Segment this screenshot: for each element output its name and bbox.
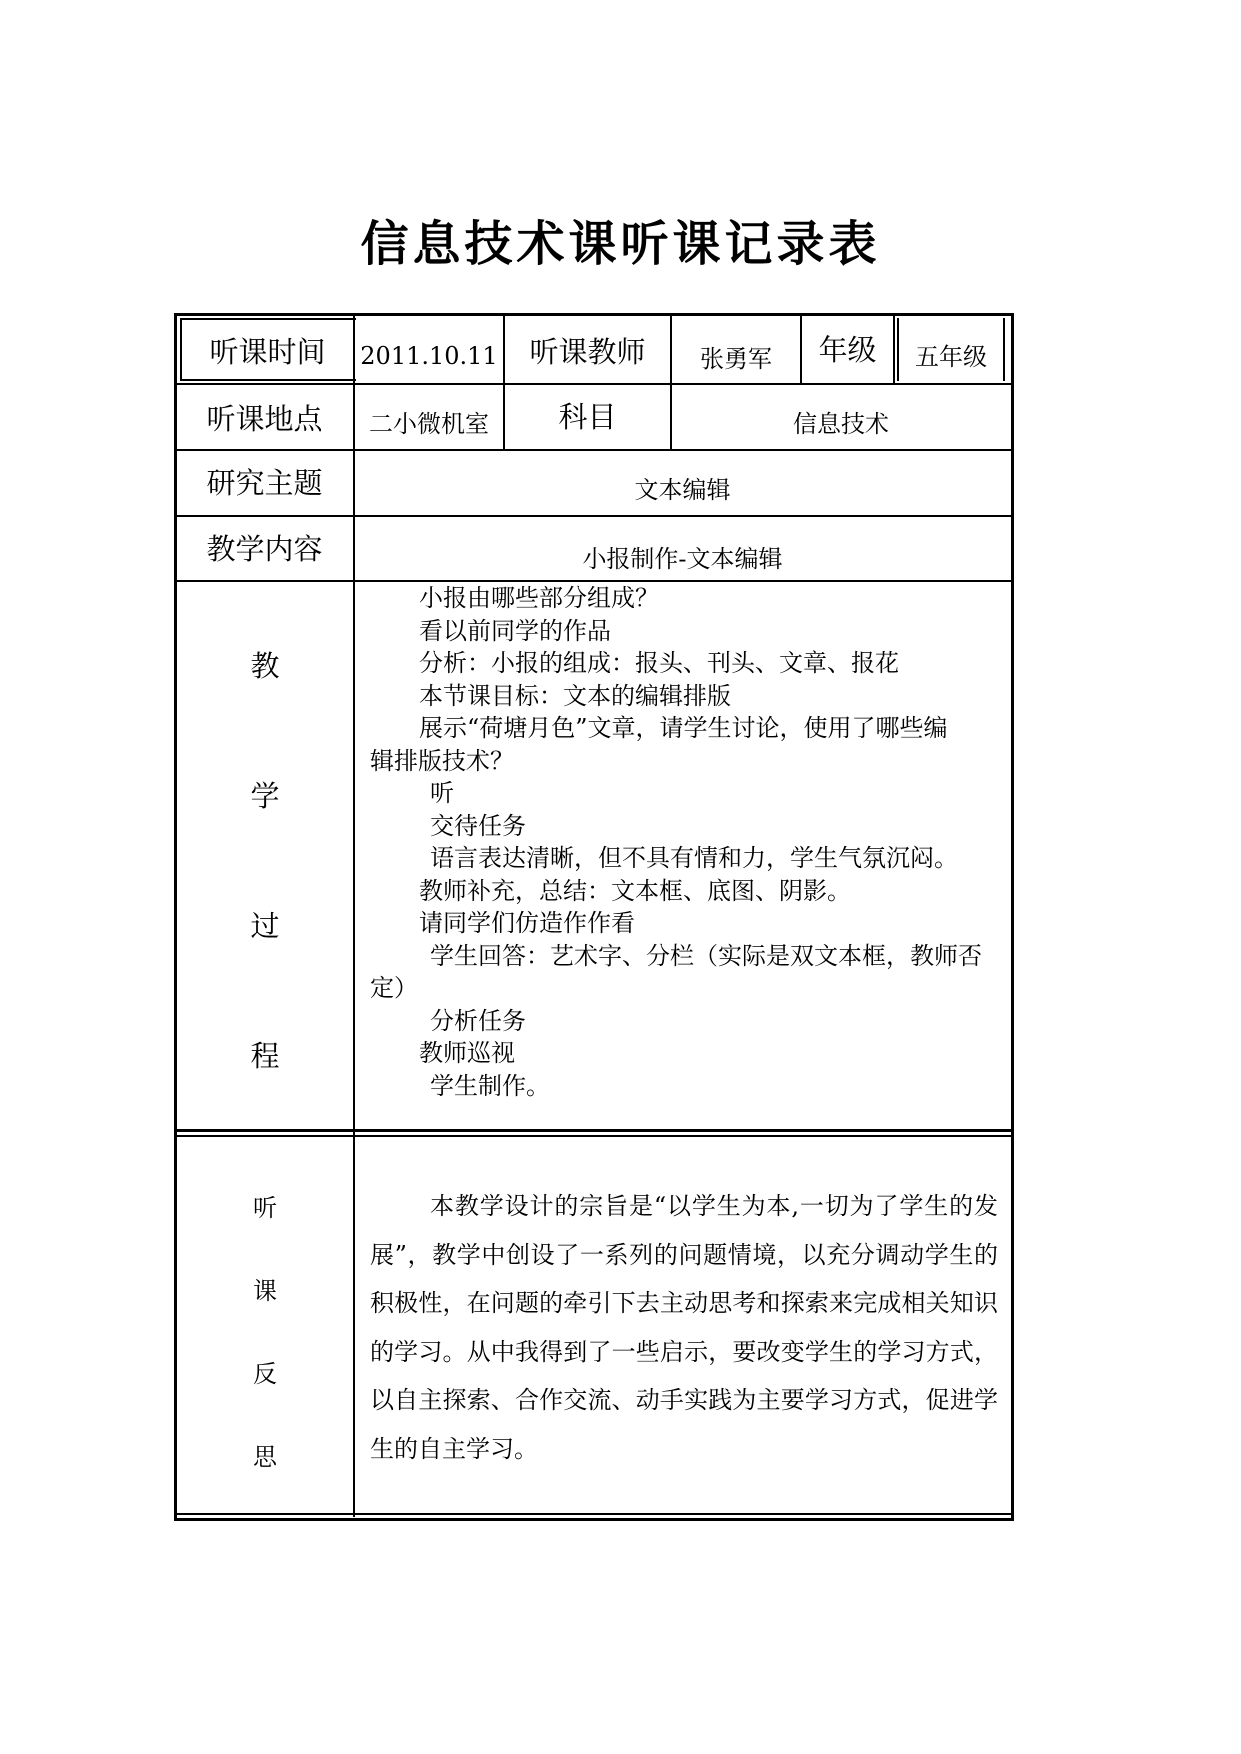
process-line: 学生回答：艺术字、分栏（实际是双文本框，教师否 [430,941,982,970]
table-rule [176,1129,1012,1132]
reflection-label-char: 听 [253,1194,277,1222]
process-label-char: 过 [250,909,280,943]
subject-label: 科目 [558,399,617,434]
research-topic-value: 文本编辑 [634,475,731,504]
process-line: 听 [430,779,454,807]
process-line: 交待任务 [430,811,526,840]
process-line: 学生制作。 [430,1071,550,1100]
teacher-value: 张勇军 [700,344,772,373]
lesson-time-value: 2011.10.11 [360,342,498,370]
lesson-time-label: 听课时间 [209,334,326,369]
process-line: 分析：小报的组成：报头、刊头、文章、报花 [419,649,899,677]
process-label-char: 学 [250,779,280,813]
process-line: 教师巡视 [419,1039,515,1067]
teacher-label: 听课教师 [529,334,646,369]
process-label-char: 程 [250,1039,280,1073]
page-title: 信息技术课听课记录表 [360,216,881,272]
research-topic-label: 研究主题 [206,465,323,500]
process-line: 请同学们仿造作作看 [419,909,635,937]
process-line: 语言表达清晰，但不具有情和力，学生气氛沉闷。 [430,844,958,872]
table-rule [1003,318,1005,381]
reflection-label-char: 课 [253,1277,277,1305]
table-rule [176,1513,1012,1515]
location-label: 听课地点 [206,401,323,436]
grade-value: 五年级 [915,342,987,371]
location-value: 二小微机室 [369,409,489,438]
table-rule [893,315,895,384]
reflection-label-char: 思 [253,1443,277,1471]
process-line: 小报由哪些部分组成？ [419,584,659,612]
process-line: 辑排版技术？ [370,746,514,775]
teaching-content-value: 小报制作-文本编辑 [582,544,783,573]
teaching-process-text [370,582,1010,1102]
process-label-char: 教 [250,649,280,683]
table-rule [176,1135,1012,1137]
process-line: 展示“荷塘月色”文章，请学生讨论，使用了哪些编 [419,714,948,742]
grade-label: 年级 [818,332,877,367]
process-line: 定） [370,974,418,1002]
process-line: 教师补充，总结：文本框、底图、阴影。 [419,876,851,905]
reflection-label-char: 反 [253,1360,277,1388]
reflection-text: 本教学设计的宗旨是“以学生为本,一切为了学生的发展”，教学中创设了一系列的问题情境，以充分调动学生的积极性，在问题的牵引下去主动思考和探索来完成相关知识的学习。从中我得到了一些启示，要改变学生的学习方式，以自主探索、合作交流、动手实践为主要学习方式，促进学生的自主学习。 [370,1192,998,1463]
process-line: 看以前同学的作品 [419,616,611,645]
teaching-content-label: 教学内容 [206,531,323,566]
subject-value: 信息技术 [793,409,889,438]
process-line: 本节课目标：文本的编辑排版 [419,681,731,710]
process-line: 分析任务 [430,1006,526,1035]
